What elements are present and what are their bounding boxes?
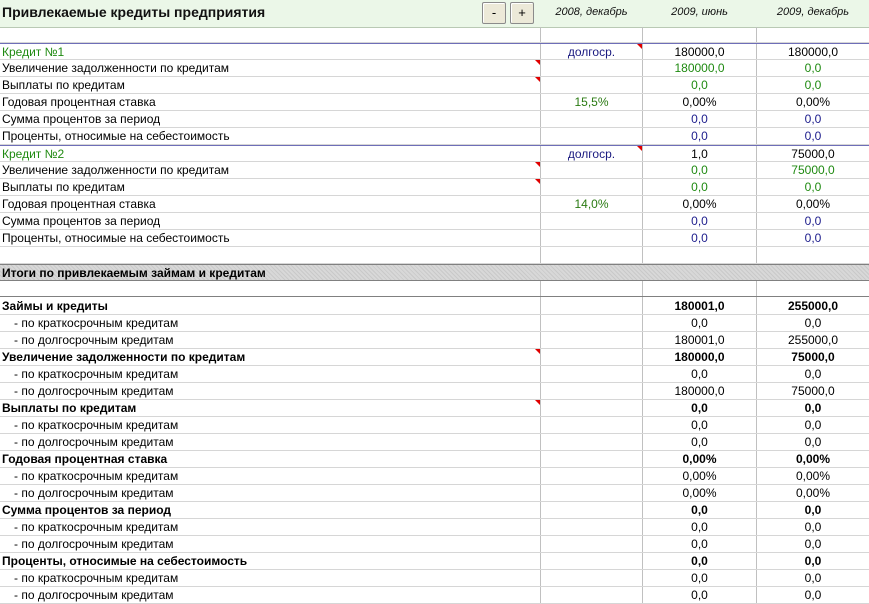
- totals-interest-short-row[interactable]: [0, 519, 869, 536]
- row-label: - по долгосрочным кредитам: [14, 435, 174, 449]
- totals-cost-interest-short-row[interactable]: [0, 570, 869, 587]
- totals-loans-long-2009-june: 180001,0: [674, 333, 725, 347]
- totals-payments-2009-december: 0,0: [804, 401, 822, 415]
- credit2-cost-interest-2009-december: 0,0: [804, 231, 822, 245]
- credit1-increase-row[interactable]: [0, 60, 869, 77]
- totals-interest-2009-december: 0,0: [804, 503, 822, 517]
- column-header-2008-december: 2008, декабрь: [555, 6, 628, 18]
- credit1-title: Кредит №1: [2, 45, 65, 59]
- totals-cost-interest-2009-december: 0,0: [804, 554, 822, 568]
- collapse-button[interactable]: -: [482, 2, 506, 24]
- credit2-amount-2009-december[interactable]: 75000,0: [791, 147, 835, 161]
- totals-payments-short-2009-june: 0,0: [691, 418, 708, 432]
- credit1-interest-row[interactable]: [0, 111, 869, 128]
- row-label: Сумма процентов за период: [2, 503, 171, 517]
- totals-rate-2009-june: 0,00%: [682, 452, 717, 466]
- column-header-2009-december: 2009, декабрь: [776, 6, 850, 18]
- credit2-cost-interest-row[interactable]: [0, 230, 869, 247]
- credit2-payments-2009-june[interactable]: 0,0: [691, 180, 708, 194]
- row-label: Увеличение задолженности по кредитам: [2, 163, 230, 177]
- totals-rate-row[interactable]: [0, 451, 869, 468]
- row-label: Увеличение задолженности по кредитам: [2, 61, 230, 75]
- totals-payments-short-2009-december: 0,0: [804, 418, 822, 432]
- expand-button[interactable]: +: [510, 2, 534, 24]
- totals-rate-long-2009-june: 0,00%: [682, 486, 717, 500]
- row-label: Займы и кредиты: [2, 299, 108, 313]
- totals-increase-row[interactable]: [0, 349, 869, 366]
- credit2-payments-2009-december[interactable]: 0,0: [804, 180, 822, 194]
- totals-loans-2009-december: 255000,0: [787, 299, 839, 313]
- totals-increase-short-2009-june: 0,0: [691, 367, 708, 381]
- credit1-rate-2009-june: 0,00%: [682, 95, 717, 109]
- credit1-type[interactable]: долгоср.: [567, 45, 616, 59]
- totals-rate-short-row[interactable]: [0, 468, 869, 485]
- credit2-rate-2009-december: 0,00%: [795, 197, 831, 211]
- totals-cost-interest-long-2009-december: 0,0: [804, 588, 822, 602]
- row-label: - по долгосрочным кредитам: [14, 333, 174, 347]
- totals-cost-interest-long-row[interactable]: [0, 587, 869, 604]
- comment-marker-icon: [535, 60, 540, 65]
- row-label: - по краткосрочным кредитам: [14, 469, 179, 483]
- totals-interest-row[interactable]: [0, 502, 869, 519]
- credit1-increase-2009-december[interactable]: 0,0: [804, 61, 822, 75]
- row-label: - по долгосрочным кредитам: [14, 588, 174, 602]
- totals-payments-2009-june: 0,0: [691, 401, 708, 415]
- credit2-rate-2009-june: 0,00%: [682, 197, 717, 211]
- totals-rate-short-2009-june: 0,00%: [682, 469, 717, 483]
- totals-loans-2009-june: 180001,0: [674, 299, 725, 313]
- credit2-rate-input[interactable]: 14,0%: [574, 197, 609, 211]
- row-label: Выплаты по кредитам: [2, 78, 125, 92]
- row-label: Проценты, относимые на себестоимость: [2, 554, 248, 568]
- row-label: Сумма процентов за период: [2, 214, 161, 228]
- credit1-rate-input[interactable]: 15,5%: [574, 95, 609, 109]
- blank-row: [0, 247, 869, 264]
- credit2-title-row[interactable]: [0, 145, 869, 162]
- credit2-type[interactable]: долгоср.: [567, 147, 616, 161]
- totals-increase-2009-december: 75000,0: [791, 350, 835, 364]
- comment-marker-icon: [535, 179, 540, 184]
- comment-marker-icon: [637, 146, 642, 151]
- row-label: Годовая процентная ставка: [2, 95, 156, 109]
- row-label: - по долгосрочным кредитам: [14, 537, 174, 551]
- blank-row: [0, 281, 869, 297]
- comment-marker-icon: [535, 77, 540, 82]
- totals-increase-long-2009-december: 75000,0: [791, 384, 835, 398]
- page-title: Привлекаемые кредиты предприятия: [2, 4, 266, 20]
- comment-marker-icon: [535, 162, 540, 167]
- credit1-interest-2009-june: 0,0: [691, 112, 708, 126]
- totals-rate-long-2009-december: 0,00%: [795, 486, 831, 500]
- totals-increase-long-row[interactable]: [0, 383, 869, 400]
- credit1-payments-2009-december[interactable]: 0,0: [804, 78, 822, 92]
- credit2-amount-2009-june[interactable]: 1,0: [691, 147, 708, 161]
- totals-rate-long-row[interactable]: [0, 485, 869, 502]
- credit1-increase-2009-june[interactable]: 180000,0: [674, 61, 725, 75]
- totals-loans-long-2009-december: 255000,0: [787, 333, 839, 347]
- totals-increase-short-row[interactable]: [0, 366, 869, 383]
- credit1-cost-interest-2009-december: 0,0: [804, 129, 822, 143]
- credit1-cost-interest-row[interactable]: [0, 128, 869, 145]
- totals-rate-short-2009-december: 0,00%: [795, 469, 831, 483]
- totals-loans-short-2009-june: 0,0: [691, 316, 708, 330]
- credit2-interest-2009-december: 0,0: [804, 214, 822, 228]
- totals-interest-long-row[interactable]: [0, 536, 869, 553]
- totals-interest-short-2009-june: 0,0: [691, 520, 708, 534]
- totals-cost-interest-long-2009-june: 0,0: [691, 588, 708, 602]
- totals-cost-interest-short-2009-june: 0,0: [691, 571, 708, 585]
- totals-section-header: [0, 264, 869, 281]
- row-label: - по краткосрочным кредитам: [14, 571, 179, 585]
- credit2-interest-2009-june: 0,0: [691, 214, 708, 228]
- row-label: Увеличение задолженности по кредитам: [2, 350, 246, 364]
- column-header-2009-june: 2009, июнь: [671, 6, 728, 18]
- credit1-rate-2009-december: 0,00%: [795, 95, 831, 109]
- row-label: Выплаты по кредитам: [2, 401, 137, 415]
- row-label: - по краткосрочным кредитам: [14, 367, 179, 381]
- credit1-title-row[interactable]: [0, 43, 869, 60]
- credit1-interest-2009-december: 0,0: [804, 112, 822, 126]
- totals-loans-short-2009-december: 0,0: [804, 316, 822, 330]
- row-label: Проценты, относимые на себестоимость: [2, 231, 230, 245]
- totals-cost-interest-row[interactable]: [0, 553, 869, 570]
- credit1-cost-interest-2009-june: 0,0: [691, 129, 708, 143]
- totals-payments-long-2009-june: 0,0: [691, 435, 708, 449]
- totals-loans-row[interactable]: [0, 298, 869, 315]
- credit2-cost-interest-2009-june: 0,0: [691, 231, 708, 245]
- credit2-increase-2009-june[interactable]: 0,0: [691, 163, 708, 177]
- totals-increase-short-2009-december: 0,0: [804, 367, 822, 381]
- divider: [0, 296, 869, 297]
- comment-marker-icon: [535, 349, 540, 354]
- section-title: Итоги по привлекаемым займам и кредитам: [2, 266, 266, 280]
- totals-rate-2009-december: 0,00%: [795, 452, 831, 466]
- row-label: Проценты, относимые на себестоимость: [2, 129, 230, 143]
- row-label: Сумма процентов за период: [2, 112, 161, 126]
- row-label: - по краткосрочным кредитам: [14, 316, 179, 330]
- comment-marker-icon: [535, 400, 540, 405]
- totals-payments-row[interactable]: [0, 400, 869, 417]
- totals-loans-short-row[interactable]: [0, 315, 869, 332]
- credit2-payments-row[interactable]: [0, 179, 869, 196]
- blank-row: [0, 27, 869, 43]
- row-label: - по долгосрочным кредитам: [14, 384, 174, 398]
- totals-loans-long-row[interactable]: [0, 332, 869, 349]
- row-label: Годовая процентная ставка: [2, 197, 156, 211]
- credit2-interest-row[interactable]: [0, 213, 869, 230]
- row-label: - по долгосрочным кредитам: [14, 486, 174, 500]
- credit1-payments-row[interactable]: [0, 77, 869, 94]
- row-label: - по краткосрочным кредитам: [14, 418, 179, 432]
- row-label: - по краткосрочным кредитам: [14, 520, 179, 534]
- credit2-increase-2009-december[interactable]: 75000,0: [791, 163, 835, 177]
- totals-interest-2009-june: 0,0: [691, 503, 708, 517]
- row-label: Выплаты по кредитам: [2, 180, 125, 194]
- credit1-amount-2009-december[interactable]: 180000,0: [787, 45, 839, 59]
- comment-marker-icon: [637, 44, 642, 49]
- credit2-increase-row[interactable]: [0, 162, 869, 179]
- totals-cost-interest-short-2009-december: 0,0: [804, 571, 822, 585]
- totals-cost-interest-2009-june: 0,0: [691, 554, 708, 568]
- row-label: Годовая процентная ставка: [2, 452, 168, 466]
- totals-increase-2009-june: 180000,0: [674, 350, 725, 364]
- totals-payments-long-row[interactable]: [0, 434, 869, 451]
- totals-interest-long-2009-june: 0,0: [691, 537, 708, 551]
- sheet-header: [0, 0, 869, 28]
- credit2-rate-row[interactable]: [0, 196, 869, 213]
- totals-increase-long-2009-june: 180000,0: [674, 384, 725, 398]
- credit2-title: Кредит №2: [2, 147, 65, 161]
- totals-interest-short-2009-december: 0,0: [804, 520, 822, 534]
- totals-interest-long-2009-december: 0,0: [804, 537, 822, 551]
- totals-payments-long-2009-december: 0,0: [804, 435, 822, 449]
- totals-payments-short-row[interactable]: [0, 417, 869, 434]
- credit1-payments-2009-june[interactable]: 0,0: [691, 78, 708, 92]
- credit1-rate-row[interactable]: [0, 94, 869, 111]
- credit1-amount-2009-june[interactable]: 180000,0: [674, 45, 725, 59]
